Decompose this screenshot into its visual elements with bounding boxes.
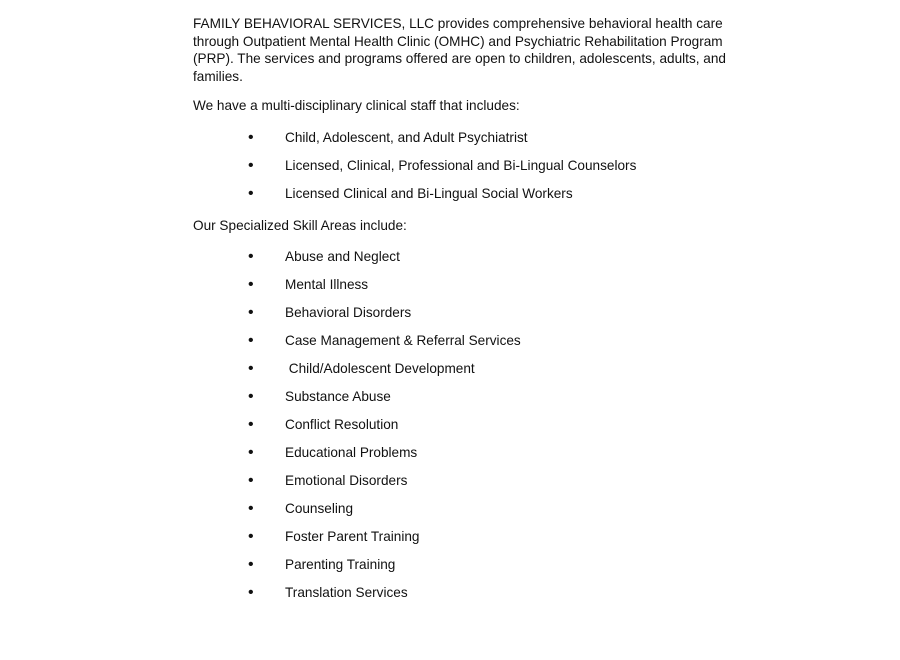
skill-item-label: Behavioral Disorders bbox=[285, 305, 412, 320]
staff-list bbox=[0, 129, 900, 213]
skills-heading: Our Specialized Skill Areas include: bbox=[193, 218, 407, 233]
bullet-icon: • bbox=[248, 416, 254, 433]
skill-item-label: Parenting Training bbox=[285, 557, 396, 572]
skill-item-label: Case Management & Referral Services bbox=[285, 333, 521, 348]
list-item bbox=[0, 332, 900, 360]
bullet-icon: • bbox=[248, 248, 254, 265]
bullet-icon: • bbox=[248, 332, 254, 349]
list-item bbox=[0, 500, 900, 528]
bullet-icon: • bbox=[248, 388, 254, 405]
list-item bbox=[0, 416, 900, 444]
skill-item-label: Conflict Resolution bbox=[285, 417, 399, 432]
list-item bbox=[0, 304, 900, 332]
list-item bbox=[0, 360, 900, 388]
bullet-icon: • bbox=[248, 129, 254, 146]
list-item bbox=[0, 129, 900, 157]
list-item bbox=[0, 472, 900, 500]
bullet-icon: • bbox=[248, 444, 254, 461]
bullet-icon: • bbox=[248, 276, 254, 293]
list-item bbox=[0, 584, 900, 612]
skills-list bbox=[0, 248, 900, 612]
skill-item-label: Foster Parent Training bbox=[285, 529, 420, 544]
skill-item-label: Educational Problems bbox=[285, 445, 418, 460]
skill-item-label: Emotional Disorders bbox=[285, 473, 408, 488]
bullet-icon: • bbox=[248, 304, 254, 321]
skill-item-label: Translation Services bbox=[285, 585, 408, 600]
bullet-icon: • bbox=[248, 157, 254, 174]
staff-item-label: Licensed Clinical and Bi-Lingual Social Workers bbox=[285, 186, 573, 201]
list-item bbox=[0, 157, 900, 185]
list-item bbox=[0, 528, 900, 556]
bullet-icon: • bbox=[248, 185, 254, 202]
bullet-icon: • bbox=[248, 472, 254, 489]
skill-item-label: Mental Illness bbox=[285, 277, 369, 292]
list-item bbox=[0, 248, 900, 276]
bullet-icon: • bbox=[248, 584, 254, 601]
staff-heading: We have a multi-disciplinary clinical staff that includes: bbox=[193, 98, 520, 113]
staff-item-label: Licensed, Clinical, Professional and Bi-Lingual Counselors bbox=[285, 158, 637, 173]
skill-item-label: Substance Abuse bbox=[285, 389, 391, 404]
list-item bbox=[0, 444, 900, 472]
bullet-icon: • bbox=[248, 500, 254, 517]
bullet-icon: • bbox=[248, 556, 254, 573]
list-item bbox=[0, 276, 900, 304]
skill-item-label: Abuse and Neglect bbox=[285, 249, 400, 264]
list-item bbox=[0, 556, 900, 584]
list-item bbox=[0, 388, 900, 416]
skill-item-label: Counseling bbox=[285, 501, 354, 516]
bullet-icon: • bbox=[248, 360, 254, 377]
list-item bbox=[0, 185, 900, 213]
intro-paragraph: FAMILY BEHAVIORAL SERVICES, LLC provides comprehensive behavioral health care through Outpatient Mental Health Clinic (OMHC) and Psychiatric Rehabilitation Program (PRP). The services and programs offered are open to children, adolescents, adults, and families. bbox=[193, 16, 726, 84]
bullet-icon: • bbox=[248, 528, 254, 545]
skill-item-label: Child/Adolescent Development bbox=[285, 361, 475, 376]
staff-item-label: Child, Adolescent, and Adult Psychiatrist bbox=[285, 130, 528, 145]
